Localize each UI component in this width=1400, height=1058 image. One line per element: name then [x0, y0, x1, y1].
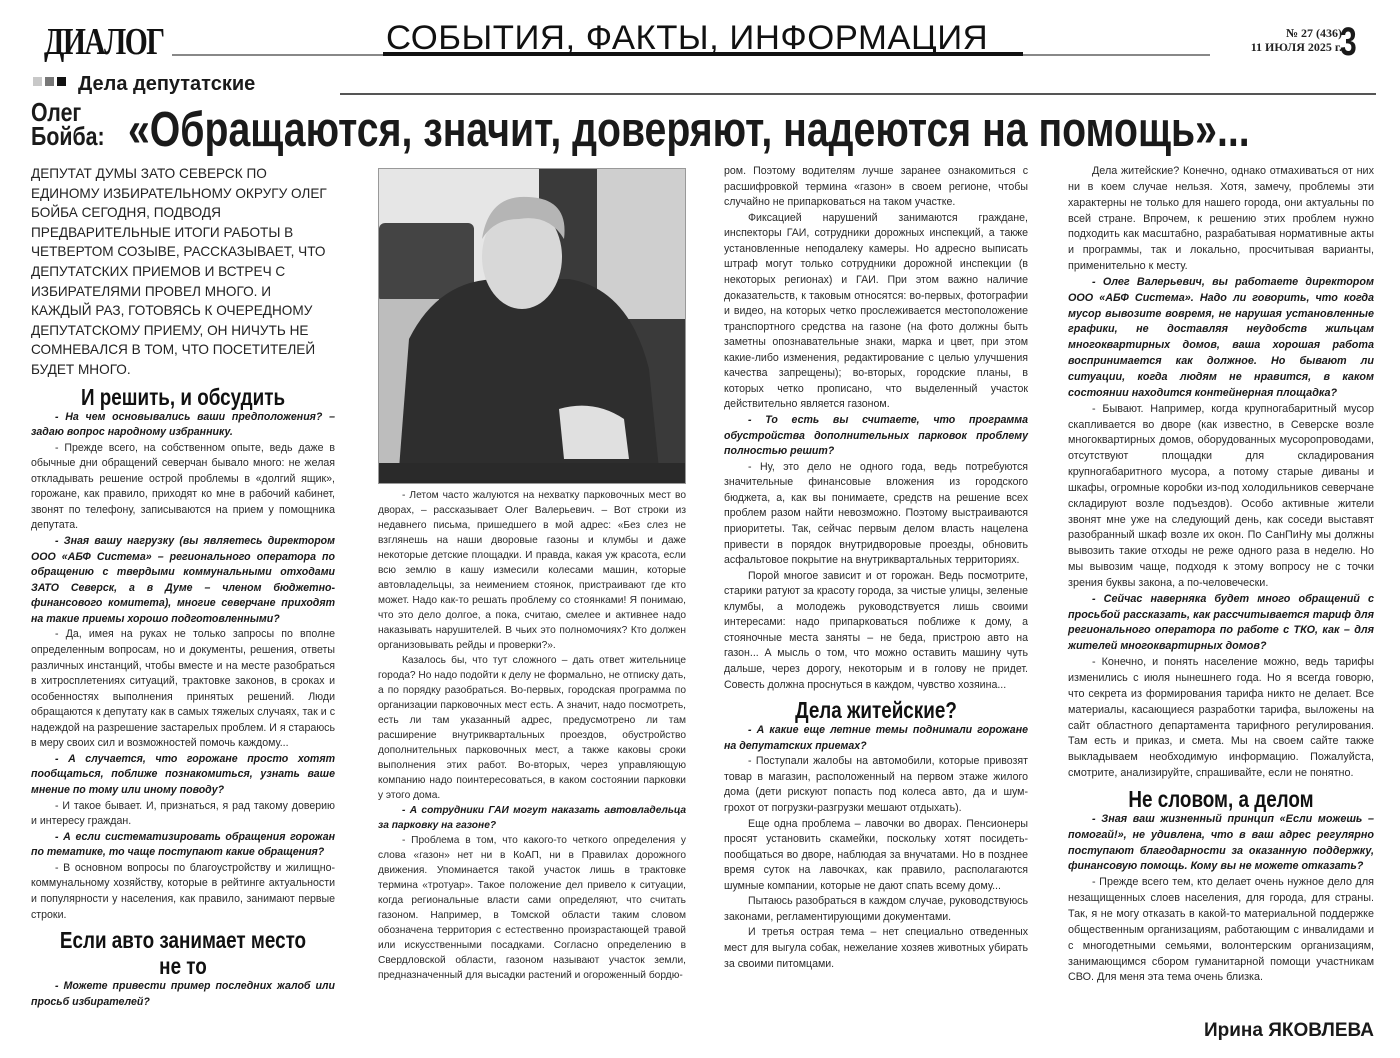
answer: Дела житейские? Конечно, однако отмахиваться от них ни в коем случае нельзя. Хотя, замечу, проблемы эти характерны не только для нашего города, они актуальны по всей стране. Впрочем, к решению этих проблем нужно подходить как масштабно, разрабатывая нормативные акты и программы, так и локально, просчитывая варианты, применительно к месту. — [1068, 165, 1374, 273]
column-3 — [724, 164, 1028, 972]
newspaper-logo: ДИАЛОГ — [44, 21, 164, 63]
answer: - Проблема в том, что какого-то четкого определения у слова «газон» нет ни в КоАП, ни в Правилах дорожного движения. Упоминается такой участок лишь в трактовке термина «тротуар». Такое положение дел привело к ситуации, когда региональные власти сами определяют, что считать газоном. Например, в Томской области таким словом обозначена территория с естественно произрастающей травой или искусственными посадками. Согласно определению в Свердловской области, газоном называют участок земли, предназначенный для высадки растений и огороженный бордю- — [378, 835, 686, 981]
answer: Порой многое зависит и от горожан. Ведь посмотрите, старики ратуют за красоту города, за чистые улицы, зеленые клумбы, а молодежь руководствуется лишь своими интересами: надо припарковаться поближе к дому, а стояночные места заняты – не беда, пристрою авто на газон... А мысль о том, что можно оставить машину чуть дальше, через дорогу, некоторым и в голову не придет. Совесть должна проснуться в каждом, чувство хозяина... — [724, 569, 1028, 691]
answer: Пытаюсь разобраться в каждом случае, руководствуюсь законами, регламентирующими документами. — [724, 895, 1028, 923]
subheading: И решить, и обсудить — [80, 383, 286, 410]
question: - Сейчас наверняка будет много обращений с просьбой рассказать, как рассчитывается тариф для регионального оператора по работе с ТКО, как – для жителей многоквартирных домов? — [1068, 592, 1374, 653]
column-2 — [378, 488, 686, 983]
question: - А сотрудники ГАИ могут наказать автовладельца за парковку на газоне? — [378, 805, 686, 831]
question: - На чем основывались ваши предположения? – задаю вопрос народному избраннику. — [31, 410, 335, 439]
headline-title: «Обращаются, значит, доверяют, надеются на помощь»... — [128, 103, 1250, 157]
answer: - Летом часто жалуются на нехватку парковочных мест во дворах, – рассказывает Олег Валерьевич. – Вот строки из недавнего письма, пришедшего в мой адрес: «Без слез не взглянешь на наши дворовые газоны и клумбы и даже некоторые детские площадки. И правда, какая уж красота, если всю землю в кашу измесили колесами машин, которые автовладельцы, за неимением стоянок, пристраивают где кто может. Надо как-то решать проблему со стоянками! Я понимаю, что это дело долгое, а пока, считаю, смелее и активнее надо наказывать нарушителей. В чьих это полномочиях? Кто должен организовывать рейды и проверки?». — [378, 490, 686, 651]
column-4 — [1068, 164, 1374, 986]
question: - А если систематизировать обращения горожан по тематике, то чаще поступают какие обращения? — [31, 830, 335, 859]
subheading: Дела житейские? — [795, 697, 957, 724]
question: - То есть вы считаете, что программа обустройства дополнительных парковок проблему полностью решит? — [724, 414, 1028, 458]
answer: - Ну, это дело не одного года, ведь потребуются значительные финансовые вложения из городского бюджета, а, как вы понимаете, средств на решение всех проблем разом найти невозможно. Поэтому выстраиваются приоритеты. Так, сейчас первым делом власть нацелена привести в порядок внутридворовые проезды, обновить асфальтовое покрытие на внутриквартальных территориях. — [724, 460, 1028, 567]
answer: - Бывают. Например, когда крупногабаритный мусор скапливается во дворе (как известно, в Северске возле многоквартирных домов, оборудованных мусоропроводами, отсутствуют площадки для складирования крупногабаритного мусора, а потому старые диваны и шкафы, огромные коробки из-под холодильников северчане складируют возле подъездов). Особо активные жители звонят мне уже на следующий день, как соседи выставят разобранный шкаф возле их окон. По СанПиНу мы должны вывозить такие отходы не реже одного раза в неделю. Но мы вывозим чаще, подходя к этому вопросу не с точки зрения буквы закона, а по-человечески. — [1068, 402, 1374, 589]
portrait-photo-icon — [379, 169, 685, 483]
answer: - Прежде всего тем, кто делает очень нужное дело для незащищенных слоев населения, для города, для страны. Так, я не могу отказать в какой-то материальной поддержке общественным организациям, работающим с инвалидами и с многодетными семьями, волонтерским организациям, занимающимся сбором гуманитарной помощи участникам СВО. Для меня эта тема очень близка. — [1068, 876, 1374, 984]
question: - Зная вашу нагрузку (вы являетесь директором ООО «АБФ Система» – регионального оператора по обращению с твердыми коммунальными отходами ЗАТО Северск, а в Думе – членом бюджетно-финансового комитета), многие северчане приходят на такие приемы хорошо подготовленными? — [31, 535, 335, 625]
rubric-square-icon — [57, 77, 66, 86]
question: - Зная ваш жизненный принцип «Если можешь – помогай!», не удивлена, что в ваш адрес регулярно поступают благодарности за оказанную поддержку, финансовую помощь. Кому вы не можете отказать? — [1068, 812, 1374, 873]
lead-paragraph: ДЕПУТАТ ДУМЫ ЗАТО СЕВЕРСК ПО ЕДИНОМУ ИЗБИРАТЕЛЬНОМУ ОКРУГУ ОЛЕГ БОЙБА СЕГОДНЯ, ПОДВОДЯ ПРЕДВАРИТЕЛЬНЫЕ ИТОГИ РАБОТЫ В ЧЕТВЕРТОМ СОЗЫВЕ, РАССКАЗЫВАЕТ, ЧТО ДЕПУТАТСКИХ ПРИЕМОВ И ВСТРЕЧ С ИЗБИРАТЕЛЯМИ ПРОВЕЛ МНОГО. И КАЖДЫЙ РАЗ, ГОТОВЯСЬ К ОЧЕРЕДНОМУ ДЕПУТАТСКОМУ ПРИЕМУ, ОН НИЧУТЬ НЕ СОМНЕВАЛСЯ В ТОМ, ЧТО ПОСЕТИТЕЛЕЙ БУДЕТ МНОГО. — [31, 166, 327, 377]
headline-author — [31, 97, 105, 151]
answer: И третья острая тема – нет специально отведенных мест для выгула собак, нежелание хозяев животных убирать за своими питомцами. — [724, 926, 1028, 970]
issue-date: 11 ИЮЛЯ 2025 г. — [1250, 40, 1342, 54]
answer: - Поступали жалобы на автомобили, которые привозят товар в магазин, расположенный на первом этаже жилого дома (дети рискуют попасть под колеса авто, да и шум-грохот от погрузки-разгрузки мешают отдыхать). — [724, 755, 1028, 814]
answer: ром. Поэтому водителям лучше заранее ознакомиться с расшифровкой термина «газон» в своем регионе, чтобы случайно не припарковаться на таком участке. — [724, 165, 1028, 209]
question: - Можете привести пример последних жалоб или просьб избирателей? — [31, 980, 335, 1008]
answer: - Конечно, и понять население можно, ведь тарифы изменились с июля нынешнего года. Но я всегда говорю, что секрета из формирования тарифа никто не делает. Все материалы, касающиеся разработки тарифа, выложены на сайт областного департамента тарифного регулирования. Там есть и приказ, и смета. Мы на своем сайте также выкладываем необходимую информацию. Пожалуйста, смотрите, анализируйте, спрашивайте, если не понятно. — [1068, 656, 1374, 780]
rubric-square-icon — [45, 77, 54, 86]
section-title: СОБЫТИЯ, ФАКТЫ, ИНФОРМАЦИЯ — [386, 19, 989, 57]
page-number: 3 — [1340, 20, 1357, 64]
answer: Казалось бы, что тут сложного – дать ответ жительнице города? Но надо подойти к делу не формально, не отписку дать, а по порядку разобраться. Во-первых, городская программа по организации парковочных мест есть. А значит, надо посмотреть, есть ли там указанный адрес, предусмотрено ли там расширение внутриквартальных проездов, обустройство дополнительных парковочных мест, а также каковы сроки выполнения этих работ. Во-вторых, через управляющую компанию надо поинтересоваться, в каком состоянии парковки у этого дома. — [378, 655, 686, 801]
answer: - И такое бывает. И, признаться, я рад такому доверию и интересу граждан. — [31, 799, 335, 828]
answer: - Прежде всего, на собственном опыте, ведь даже в обычные дни обращений северчан бывало много: не желая откладывать решение острой проблемы в «долгий ящик», горожане, как правило, приходят ко мне в рабочий кабинет, звонят по телефону, записываются на прием у помощника депутата. — [31, 441, 335, 532]
column-1 — [31, 164, 335, 1010]
issue-number: № 27 (436) — [1285, 26, 1342, 40]
answer: - Да, имея на руках не только запросы по вполне определенным вопросам, но и документы, решения, ответы различных инстанций, чтобы вместе и на месте разобраться в хитросплетениях ситуаций, трактовке законов, в сроках и особенностях выполнения принятых решений. Люди обращаются к депутату как в самых тяжелых случаях, так и с надеждой на разрешение застарелых проблем. И я стараюсь в меру своих сил и возможностей помочь каждому... — [31, 628, 335, 750]
subheading: Если авто занимает место не то — [59, 927, 307, 980]
issue-info — [1251, 26, 1342, 54]
rubric-square-icon — [33, 77, 42, 86]
answer: - В основном вопросы по благоустройству и жилищно-коммунальному хозяйству, которые в рейтинге актуальности и популярности у населения, как правило, занимают первые строки. — [31, 861, 335, 921]
question: - А какие еще летние темы поднимали горожане на депутатских приемах? — [724, 724, 1028, 752]
author-first-name: Олег — [31, 97, 82, 127]
author-last-name: Бойба: — [31, 121, 105, 151]
question: - А случается, что горожане просто хотят пообщаться, поближе познакомиться, узнать ваше мнение по тому или иному поводу? — [31, 752, 335, 797]
rubric-title: Дела депутатские — [78, 73, 256, 95]
portrait-photo — [378, 168, 686, 484]
subheading: Не словом, а делом — [1128, 785, 1314, 812]
answer: Еще одна проблема – лавочки во дворах. Пенсионеры просят установить скамейки, поскольку хотят посидеть-пообщаться во дворе, наблюдая за внучатами. Но в позднее время суток на лавочках, как правило, располагаются шумные компании, которые не дают спать всему дому... — [724, 817, 1028, 892]
rubric-rule — [340, 93, 1376, 95]
author-signature: Ирина ЯКОВЛЕВА — [1203, 1020, 1374, 1041]
answer: Фиксацией нарушений занимаются граждане, инспекторы ГАИ, сотрудники дорожных инспекций, а также установленные неподалеку камеры. Но адресно выписать штраф могут только сотрудники дорожной инспекции (в некоторых регионах) и ГАИ. При этом важно наличие доказательств, к таковым относятся: во-первых, фотографии и видео, на которых четко прослеживается местоположение транспортного средства на газоне (на фото должны быть заметны опознавательные знаки, марка и цвет, при этом какие-либо изменения, редактирование с целью улучшения качества запрещены); во-вторых, городские планы, в которых четко прописано, что выделенный участок действительно является газоном. — [724, 211, 1028, 411]
question: - Олег Валерьевич, вы работаете директором ООО «АБФ Система». Надо ли говорить, что когда мусор вывозите вовремя, не нарушая установленные графики, не доставляя неудобств жильцам многоквартирных домов, ваша хорошая работа воспринимается как должное. Но бывают ли ситуации, когда людям не нравится, в каком состоянии находится контейнерная площадка? — [1068, 275, 1374, 399]
